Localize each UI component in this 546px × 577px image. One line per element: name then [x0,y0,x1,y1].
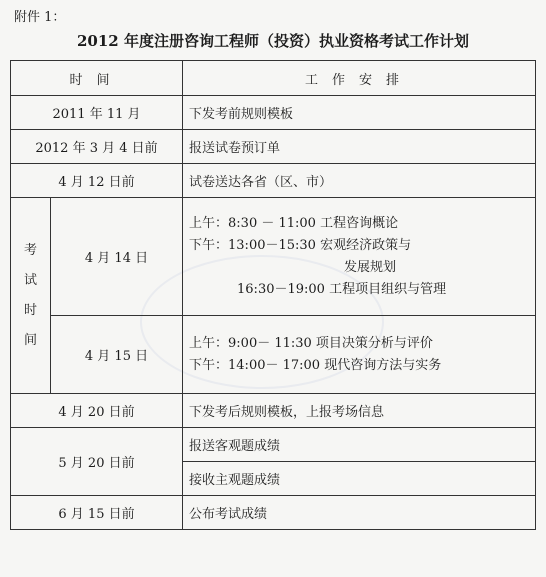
row-task: 报送客观题成绩 [183,428,536,462]
schedule-table [10,60,536,530]
row-task: 接收主观题成绩 [183,462,536,496]
header-time: 时间 [11,61,183,96]
exam-schedule: 上午：8:30 － 11:00 工程咨询概论 下午：13:00－15:30 宏观经济政策与 发展规划 16:30－19:00 工程项目组织与管理 [183,198,536,316]
table-row [11,394,536,428]
row-time: 4 月 12 日前 [11,164,183,198]
table-row [11,164,536,198]
row-time: 4 月 20 日前 [11,394,183,428]
row-task: 试卷送达各省（区、市） [183,164,536,198]
table-header-row [11,61,536,96]
exam-schedule: 上午：9:00－ 11:30 项目决策分析与评价 下午：14:00－ 17:00 现代咨询方法与实务 [183,316,536,394]
row-task: 下发考前规则模板 [183,96,536,130]
header-arrangement: 工作安排 [183,61,536,96]
table-row [11,496,536,530]
row-task: 公布考试成绩 [183,496,536,530]
table-row [11,96,536,130]
row-time: 2012 年 3 月 4 日前 [11,130,183,164]
exam-time-label: 考 试 时 间 [11,198,51,394]
table-row [11,130,536,164]
row-time: 2011 年 11 月 [11,96,183,130]
page-title: 2012 年度注册咨询工程师（投资）执业资格考试工作计划 [77,32,469,50]
row-time: 6 月 15 日前 [11,496,183,530]
exam-date: 4 月 15 日 [51,316,183,394]
row-time: 5 月 20 日前 [11,428,183,496]
table-row [11,316,536,394]
row-task: 报送试卷预订单 [183,130,536,164]
row-task: 下发考后规则模板，上报考场信息 [183,394,536,428]
table-row [11,428,536,462]
table-row [11,198,536,316]
exam-date: 4 月 14 日 [51,198,183,316]
attachment-label: 附件 1： [14,10,66,25]
